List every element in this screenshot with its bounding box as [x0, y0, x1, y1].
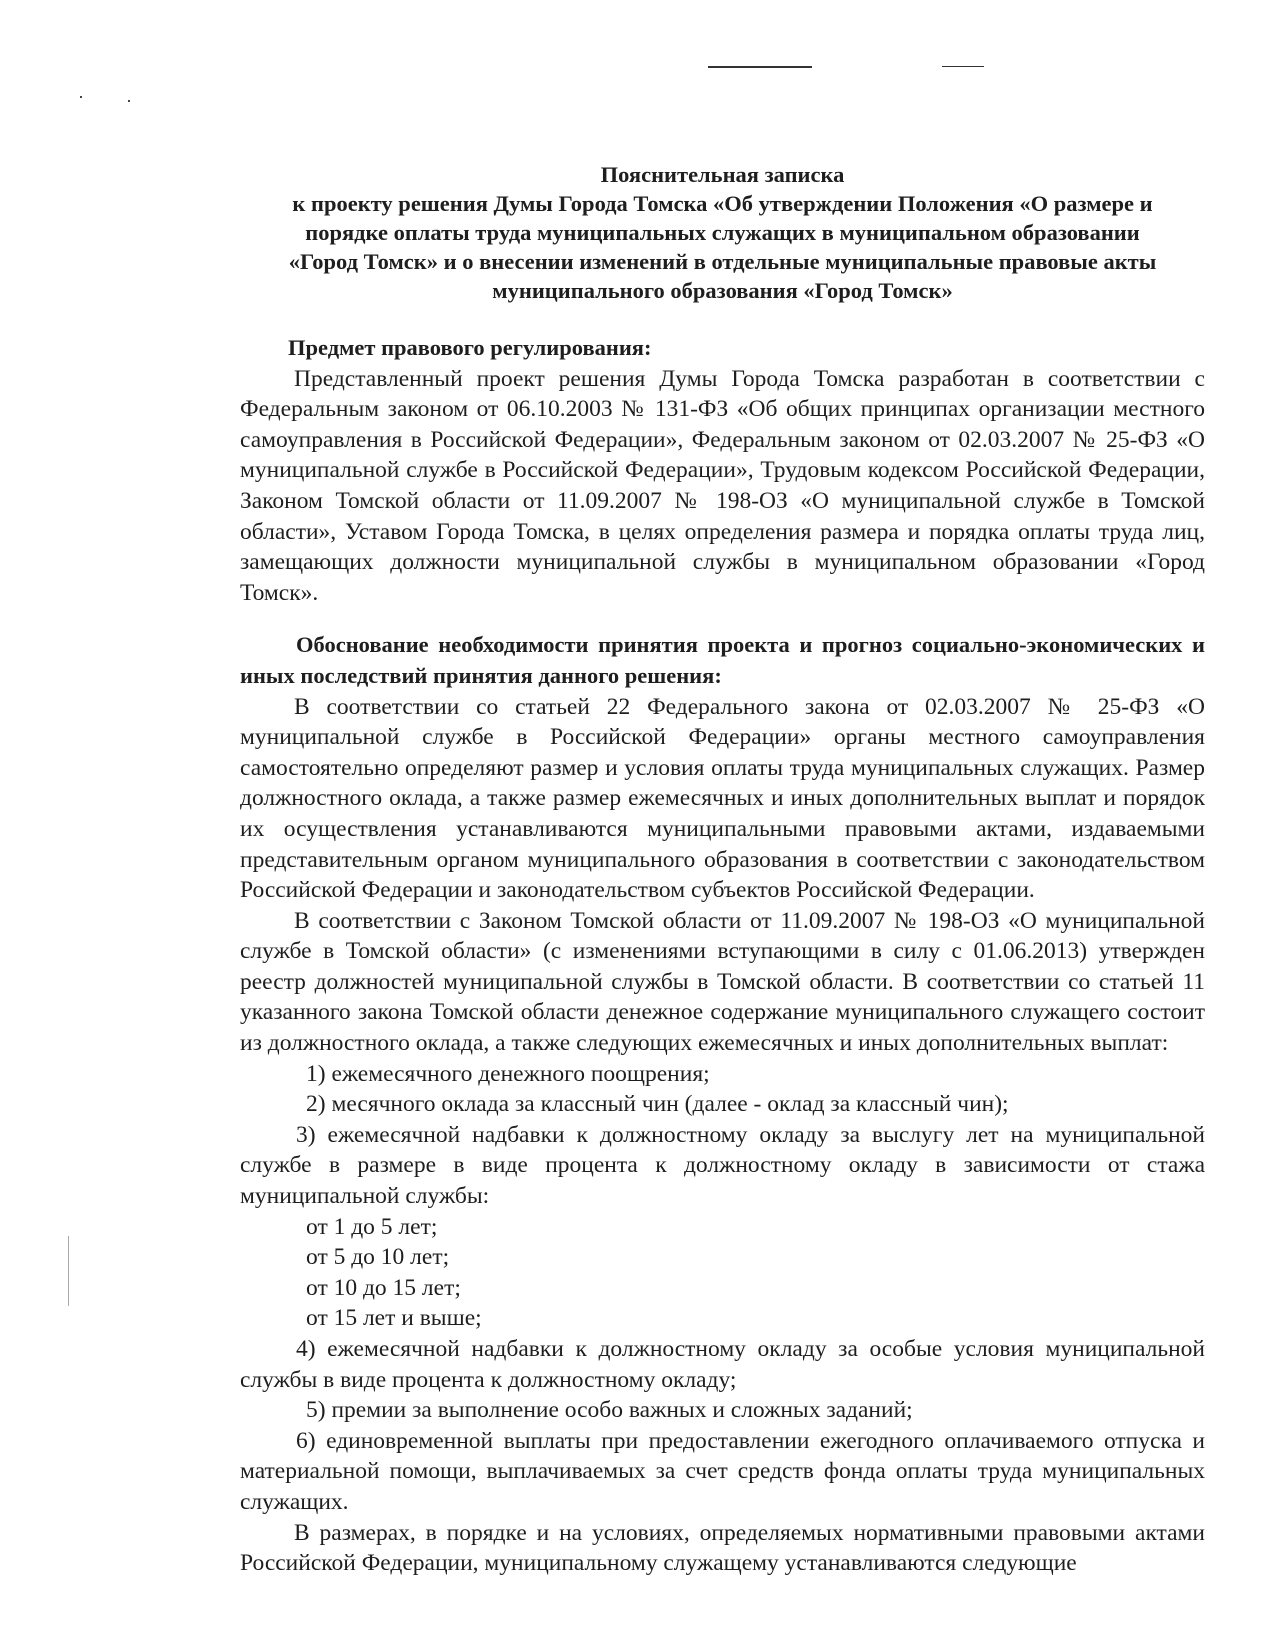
- sub-list-item: от 1 до 5 лет;: [306, 1213, 438, 1240]
- sub-list-item: от 5 до 10 лет;: [306, 1244, 450, 1271]
- section-heading-justification: Обоснование необходимости принятия проекта и прогноз социально-экономических и иных последствий принятия данного решения:: [240, 632, 1205, 688]
- title-line: муниципального образования «Город Томск»: [492, 278, 953, 303]
- paragraph-subject: Представленный проект решения Думы Города Томска разработан в соответствии с Федеральным законом от 06.10.2003 № 131-ФЗ «Об общих принципах организации местного самоуправления в Российской Федерации», Федеральным законом от 02.03.2007 № 25-ФЗ «О муниципальной службе в Российской Федерации», Трудовым кодексом Российской Федерации, Законом Томской области от 11.09.2007 № 198-ОЗ «О муниципальной службе в Томской области», Уставом Города Томска, в целях определения размера и порядка оплаты труда лиц, замещающих должности муниципальной службы в муниципальном образовании «Город Томск».: [240, 365, 1205, 606]
- scan-dot: [80, 96, 82, 98]
- title-line: к проекту решения Думы Города Томска «Об утверждении Положения «О размере и: [292, 191, 1153, 216]
- document-page: [240, 160, 1205, 1579]
- scan-mark-top-2: [942, 66, 984, 67]
- scan-margin-line: [68, 1236, 69, 1306]
- list-item: 6) единовременной выплаты при предоставлении ежегодного оплачиваемого отпуска и материальной помощи, выплачиваемых за счет средств фонда оплаты труда муниципальных служащих.: [240, 1427, 1205, 1515]
- sub-list-item: от 15 лет и выше;: [306, 1305, 482, 1332]
- list-item: 3) ежемесячной надбавки к должностному окладу за выслугу лет на муниципальной службе в размере в виде процента к должностному окладу в зависимости от стажа муниципальной службы:: [240, 1121, 1205, 1210]
- paragraph: В размерах, в порядке и на условиях, определяемых нормативными правовыми актами Российской Федерации, муниципальному служащему устанавливаются следующие: [240, 1519, 1205, 1577]
- document-title: [240, 160, 1205, 305]
- list-item: 1) ежемесячного денежного поощрения;: [306, 1060, 710, 1087]
- list-item: 4) ежемесячной надбавки к должностному окладу за особые условия муниципальной службы в виде процента к должностному окладу;: [240, 1336, 1205, 1393]
- scan-mark-top: [708, 66, 812, 68]
- list-item: 5) премии за выполнение особо важных и сложных заданий;: [306, 1397, 913, 1424]
- title-line: Пояснительная записка: [600, 162, 845, 187]
- paragraph: В соответствии со статьей 22 Федерального закона от 02.03.2007 № 25-ФЗ «О муниципальной службе в Российской Федерации» органы местного самоуправления самостоятельно определяют размер и условия оплаты труда муниципальных служащих. Размер должностного оклада, а также размер ежемесячных и иных дополнительных выплат и порядок их осуществления устанавливаются муниципальными правовыми актами, издаваемыми представительным органом муниципального образования в соответствии с законодательством Российской Федерации и законодательством субъектов Российской Федерации.: [240, 693, 1205, 904]
- list-item: 2) месячного оклада за классный чин (далее - оклад за классный чин);: [306, 1091, 1009, 1118]
- title-line: порядке оплаты труда муниципальных служащих в муниципальном образовании: [305, 220, 1140, 245]
- paragraph: В соответствии с Законом Томской области от 11.09.2007 № 198-ОЗ «О муниципальной службе в Томской области» (с изменениями вступающими в силу с 01.06.2013) утвержден реестр должностей муниципальной службы в Томской области. В соответствии со статьей 11 указанного закона Томской области денежное содержание муниципального служащего состоит из должностного оклада, а также следующих ежемесячных и иных дополнительных выплат:: [240, 907, 1205, 1057]
- title-line: «Город Томск» и о внесении изменений в отдельные муниципальные правовые акты: [288, 249, 1157, 274]
- scan-dot: [128, 100, 130, 102]
- section-heading-subject: Предмет правового регулирования:: [288, 335, 652, 360]
- sub-list-item: от 10 до 15 лет;: [306, 1274, 461, 1301]
